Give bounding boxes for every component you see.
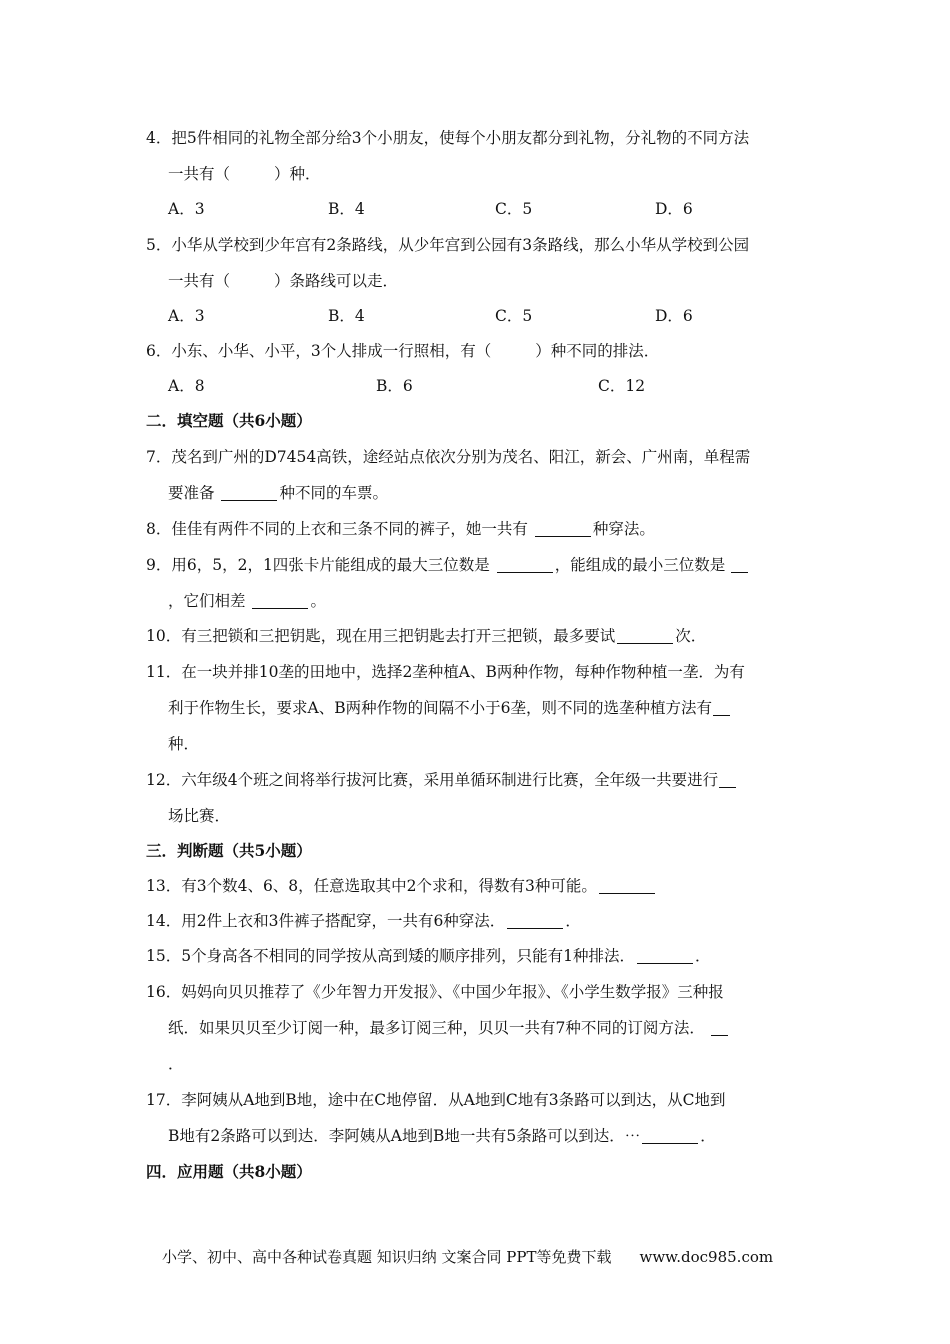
- q14-line: 14．用2件上衣和3件裤子搭配穿，一共有6种穿法． ．: [146, 912, 581, 930]
- q17-line1: 17．李阿姨从A地到B地，途中在C地停留．从A地到C地有3条路可以到达，从C地到: [146, 1091, 726, 1109]
- answer-blank: [507, 912, 563, 929]
- q17-line2: B地有2条路可以到达．李阿姨从A地到B地一共有5条路可以到达．⋯ ．: [168, 1127, 716, 1145]
- option-c: C．5: [495, 307, 533, 325]
- q8-line: 8．佳佳有两件不同的上衣和三条不同的裤子，她一共有 种穿法。: [146, 520, 655, 538]
- q4-line1: 4．把5件相同的礼物全部分给3个小朋友，使每个小朋友都分到礼物，分礼物的不同方法: [146, 129, 750, 147]
- q16-line3: ．: [168, 1055, 184, 1073]
- footer-url[interactable]: www.doc985.com: [639, 1248, 774, 1266]
- q11-line1: 11．在一块并排10垄的田地中，选择2垄种植A、B两种作物，每种作物种植一垄．为有: [146, 663, 745, 681]
- q9-line2: ，它们相差 。: [168, 592, 326, 610]
- page-footer: [162, 1246, 773, 1267]
- option-c: C．5: [495, 200, 533, 218]
- q15-line: 15．5个身高各不相同的同学按从高到矮的顺序排列，只能有1种排法． ．: [146, 947, 711, 965]
- section-application: 四．应用题（共8小题）: [146, 1162, 312, 1181]
- option-a: A．8: [168, 377, 205, 395]
- option-a: A．3: [168, 200, 205, 218]
- option-d: D．6: [655, 307, 693, 325]
- option-b: B．4: [328, 307, 365, 325]
- option-c: C．12: [598, 377, 646, 395]
- answer-blank: [711, 1019, 728, 1036]
- answer-blank: [535, 520, 591, 537]
- section-fill-in: 二．填空题（共6小题）: [146, 411, 312, 430]
- q12-line1: 12．六年级4个班之间将举行拔河比赛，采用单循环制进行比赛，全年级一共要进行: [146, 769, 737, 791]
- answer-blank: [221, 484, 277, 501]
- q6-line1: 6．小东、小华、小平，3个人排成一行照相，有（ ）种不同的排法．: [146, 342, 660, 360]
- section-true-false: 三．判断题（共5小题）: [146, 841, 312, 860]
- footer-text: 小学、初中、高中各种试卷真题 知识归纳 文案合同 PPT等免费下载: [162, 1248, 612, 1266]
- answer-blank: [252, 592, 308, 609]
- option-b: B．6: [376, 377, 413, 395]
- q5-line1: 5．小华从学校到少年宫有2条路线，从少年宫到公园有3条路线，那么小华从学校到公园: [146, 236, 750, 254]
- answer-blank: [617, 627, 673, 644]
- q10-line: 10．有三把锁和三把钥匙，现在用三把钥匙去打开三把锁，最多要试 次．: [146, 627, 707, 645]
- answer-blank: [637, 947, 693, 964]
- option-b: B．4: [328, 200, 365, 218]
- answer-blank: [719, 771, 736, 788]
- q7-line1: 7．茂名到广州的D7454高铁，途经站点依次分别为茂名、阳江，新会、广州南，单程需: [146, 448, 751, 466]
- q11-line2: 利于作物生长，要求A、B两种作物的间隔不小于6垄，则不同的选垄种植方法有: [168, 697, 731, 719]
- answer-blank: [599, 877, 655, 894]
- q13-line: 13．有3个数4、6、8，任意选取其中2个求和，得数有3种可能。: [146, 875, 657, 897]
- q12-line2: 场比赛．: [168, 807, 231, 825]
- q7-line2: 要准备 种不同的车票。: [168, 484, 388, 502]
- q5-line2: 一共有（ ）条路线可以走．: [168, 272, 399, 290]
- answer-blank: [731, 556, 748, 573]
- option-d: D．6: [655, 200, 693, 218]
- answer-blank: [713, 699, 730, 716]
- q11-line3: 种．: [168, 735, 200, 753]
- q16-line1: 16．妈妈向贝贝推荐了《少年智力开发报》、《中国少年报》、《小学生数学报》三种报: [146, 983, 724, 1001]
- answer-blank: [642, 1127, 698, 1144]
- q4-line2: 一共有（ ）种．: [168, 165, 321, 183]
- answer-blank: [497, 556, 553, 573]
- q9-line1: 9．用6，5，2，1四张卡片能组成的最大三位数是 ，能组成的最小三位数是: [146, 554, 749, 576]
- option-a: A．3: [168, 307, 205, 325]
- q16-line2: 纸．如果贝贝至少订阅一种，最多订阅三种，贝贝一共有7种不同的订阅方法．: [168, 1017, 729, 1039]
